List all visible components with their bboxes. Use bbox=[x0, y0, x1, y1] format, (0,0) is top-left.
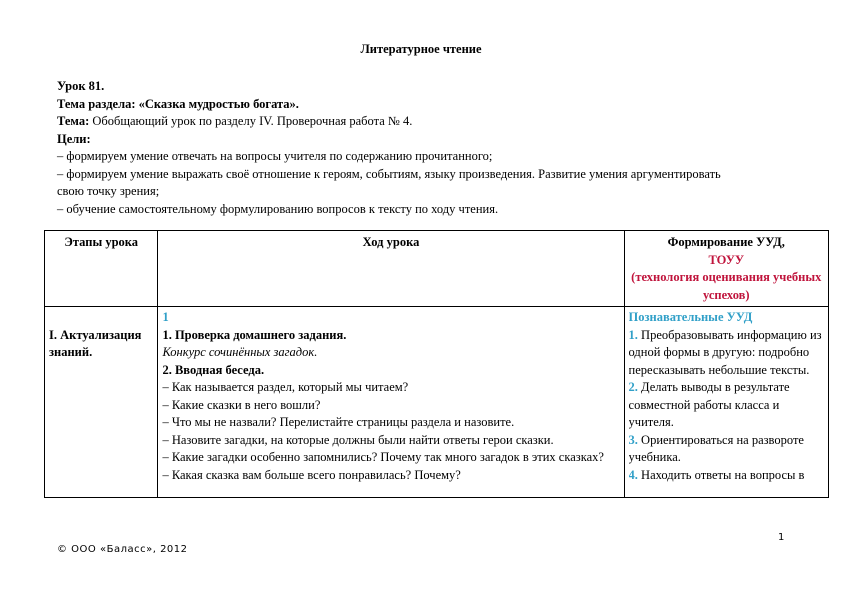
uud-item-number: 1. bbox=[628, 327, 638, 342]
stage-name: I. Актуализация знаний. bbox=[49, 327, 142, 359]
lesson-number: Урок 81. bbox=[57, 79, 105, 93]
page-number: 1 bbox=[778, 532, 785, 543]
uud-item-number: 4. bbox=[628, 467, 638, 482]
uud-item bbox=[629, 432, 824, 467]
footer-copyright: © ООО «Баласс», 2012 bbox=[57, 544, 188, 555]
question-item: – Как называется раздел, который мы читаем? bbox=[162, 380, 409, 394]
question-item: – Какая сказка вам больше всего понравилась? Почему? bbox=[162, 467, 461, 482]
course-cell bbox=[158, 307, 624, 498]
topic-value: Обобщающий урок по разделу IV. Проверочная работа № 4. bbox=[92, 114, 413, 128]
table-header-row bbox=[45, 231, 829, 307]
section-label: Тема раздела: bbox=[57, 96, 136, 111]
course-item-subtitle: Конкурс сочинённых загадок. bbox=[162, 345, 318, 359]
uud-cell bbox=[624, 307, 828, 498]
stage-cell bbox=[45, 307, 158, 498]
uud-item-text: Делать выводы в результате совместной работы класса и учителя. bbox=[628, 380, 790, 429]
header-uud-line1: Формирование УУД, bbox=[667, 235, 785, 249]
header-stages: Этапы урока bbox=[45, 231, 158, 307]
table-row bbox=[45, 307, 829, 498]
header-touu-desc: (технология оценивания учебных успехов) bbox=[631, 270, 822, 302]
uud-item-text: Находить ответы на вопросы в bbox=[641, 467, 805, 482]
lesson-intro bbox=[57, 78, 737, 218]
lesson-table bbox=[44, 230, 829, 498]
uud-item-number: 2. bbox=[628, 380, 638, 394]
uud-title: Познавательные УУД bbox=[628, 310, 753, 324]
goal-item: – формируем умение отвечать на вопросы учителя по содержанию прочитанного; bbox=[57, 149, 493, 163]
uud-item bbox=[629, 379, 824, 432]
course-item-title: 2. Вводная беседа. bbox=[162, 362, 265, 377]
question-item: – Назовите загадки, на которые должны были найти ответы герои сказки. bbox=[162, 432, 554, 447]
topic-label: Тема: bbox=[57, 114, 90, 128]
header-uud bbox=[624, 231, 828, 307]
uud-item-text: Ориентироваться на развороте учебника. bbox=[628, 432, 804, 464]
slide-number: 1 bbox=[162, 310, 169, 324]
section-value: «Сказка мудростью богата». bbox=[138, 96, 299, 111]
course-item-title: 1. Проверка домашнего задания. bbox=[162, 327, 347, 342]
goals-label: Цели: bbox=[57, 131, 91, 146]
uud-item-number: 3. bbox=[628, 432, 638, 447]
header-touu: ТОУУ bbox=[708, 252, 745, 267]
section-line bbox=[57, 96, 737, 114]
uud-item bbox=[629, 327, 824, 380]
goal-item: – формируем умение выражать своё отношение к героям, событиям, языку произведения. Развитие умения аргументировать свою точку зрения; bbox=[57, 166, 721, 198]
goal-item: – обучение самостоятельному формулированию вопросов к тексту по ходу чтения. bbox=[57, 201, 499, 216]
question-item: – Что мы не назвали? Перелистайте страницы раздела и назовите. bbox=[162, 415, 515, 429]
document-title: Литературное чтение bbox=[360, 42, 482, 56]
header-course: Ход урока bbox=[158, 231, 624, 307]
uud-item bbox=[629, 467, 824, 485]
question-item: – Какие сказки в него вошли? bbox=[162, 397, 321, 412]
question-item: – Какие загадки особенно запомнились? Почему так много загадок в этих сказках? bbox=[162, 450, 604, 464]
topic-line bbox=[57, 113, 737, 131]
uud-item-text: Преобразовывать информацию из одной формы в другую: подробно пересказывать небольшие тексты. bbox=[628, 327, 822, 377]
